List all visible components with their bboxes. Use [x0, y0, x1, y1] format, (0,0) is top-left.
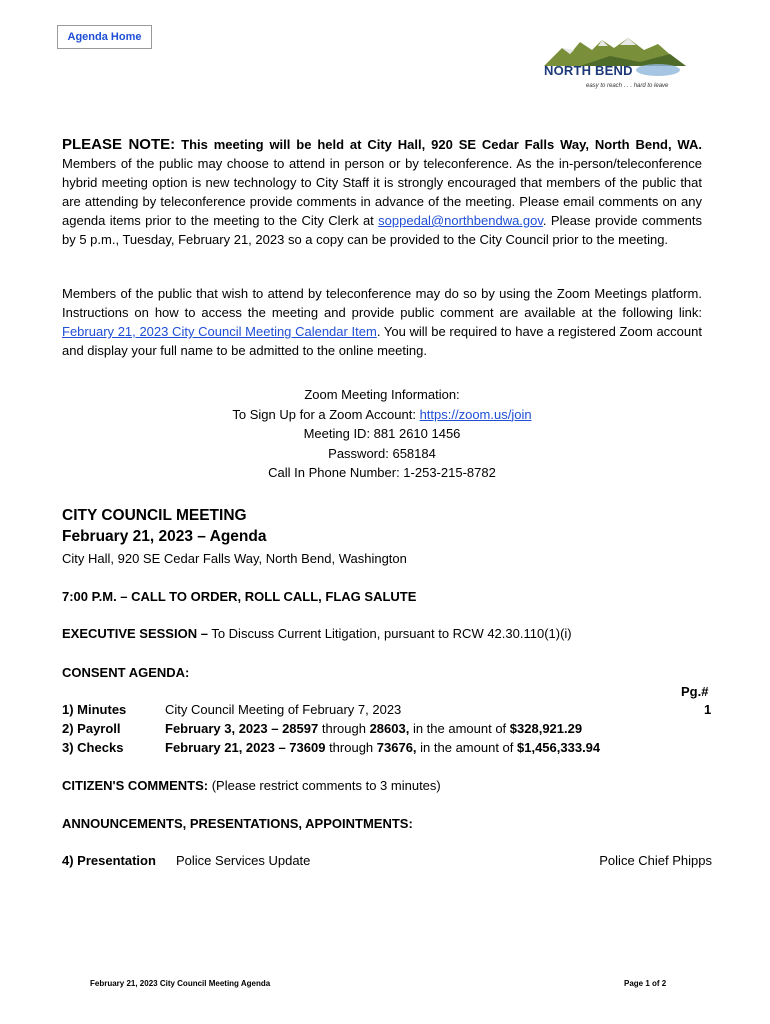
zoom-meeting-info	[62, 385, 702, 483]
payroll-range-end: 28603,	[369, 721, 410, 736]
footer-document-title: February 21, 2023 City Council Meeting Agenda	[90, 979, 271, 988]
north-bend-logo	[540, 36, 690, 102]
checks-through: through	[325, 740, 377, 755]
meeting-date-title: February 21, 2023 – Agenda	[62, 528, 267, 545]
citizens-comments	[62, 778, 441, 793]
zoom-signup-link[interactable]: https://zoom.us/join	[419, 406, 532, 422]
footer-page-number: Page 1 of 2	[624, 979, 667, 988]
presentation-title: Police Services Update	[176, 853, 311, 868]
zoom-instructions-text-2: . You will be required to have a registered Zoom account and display your full name to be admitted to the online meeting.	[62, 324, 702, 358]
logo-name: NORTH BEND	[544, 63, 633, 78]
consent-item-checks-desc	[165, 740, 600, 755]
call-to-order: 7:00 P.M. – CALL TO ORDER, ROLL CALL, FLAG SALUTE	[62, 589, 417, 604]
executive-session-text: To Discuss Current Litigation, pursuant to RCW 42.30.110(1)(i)	[211, 626, 572, 641]
payroll-through: through	[318, 721, 370, 736]
please-note-location: This meeting will be held at City Hall, 920 SE Cedar Falls Way, North Bend, WA.	[181, 137, 702, 152]
checks-amount: $1,456,333.94	[517, 740, 601, 755]
consent-item-checks	[62, 740, 123, 755]
consent-item-page: 1	[704, 702, 712, 717]
please-note-text: Members of the public may choose to attend in person or by teleconference. As the in-person/teleconference hybrid meeting option is new technology to City Staff it is strongly encouraged that members of the public that are attending by teleconference provide comments in advance of the meeting. Please email comments on any agenda items prior to the meeting to the City Clerk at	[62, 156, 702, 228]
payroll-amount: $328,921.29	[509, 721, 583, 736]
calendar-item-link[interactable]: February 21, 2023 City Council Meeting Calendar Item	[62, 324, 377, 339]
executive-session	[62, 626, 572, 641]
zoom-info-heading: Zoom Meeting Information:	[304, 387, 460, 402]
executive-session-label: EXECUTIVE SESSION –	[62, 626, 208, 641]
please-note-label: PLEASE NOTE:	[62, 136, 176, 153]
zoom-signup-line	[62, 405, 702, 425]
please-note-paragraph	[62, 135, 702, 249]
zoom-signup-label: To Sign Up for a Zoom Account:	[232, 406, 416, 422]
zoom-phone-number: Call In Phone Number: 1-253-215-8782	[268, 465, 496, 480]
agenda-home-button[interactable]: Agenda Home	[57, 25, 152, 49]
clerk-email-link[interactable]: soppedal@northbendwa.gov	[378, 213, 543, 228]
logo-tagline: easy to reach . . . hard to leave	[586, 83, 669, 89]
consent-item-payroll-desc	[165, 721, 582, 736]
please-note-text-2: . Please provide comments by 5 p.m., Tuesday, February 21, 2023 so a copy can be provided to the City Council prior to the meeting.	[62, 213, 702, 247]
consent-agenda-heading: CONSENT AGENDA:	[62, 665, 190, 680]
payroll-amount-label: in the amount of	[409, 721, 510, 736]
zoom-instructions-text: Members of the public that wish to attend by teleconference may do so by using the Zoom Meetings platform. Instructions on how to access the meeting and provide public comment are available at the following link:	[62, 286, 702, 320]
checks-amount-label: in the amount of	[416, 740, 517, 755]
meeting-title: CITY COUNCIL MEETING	[62, 507, 247, 524]
consent-item-payroll	[62, 721, 121, 736]
consent-item-minutes-desc: City Council Meeting of February 7, 2023	[165, 702, 402, 717]
presentation-label: 4) Presentation	[62, 853, 156, 868]
consent-item-label: 3) Checks	[62, 740, 124, 755]
citizens-comments-label: CITIZEN'S COMMENTS:	[62, 778, 209, 793]
zoom-meeting-id: Meeting ID: 881 2610 1456	[303, 426, 461, 441]
presenter-name: Police Chief Phipps	[599, 853, 712, 868]
checks-range-start: February 21, 2023 – 73609	[165, 740, 326, 755]
citizens-comments-text: (Please restrict comments to 3 minutes)	[211, 778, 441, 793]
checks-range-end: 73676,	[376, 740, 417, 755]
zoom-password: Password: 658184	[328, 445, 436, 461]
page-column-header: Pg.#	[681, 684, 709, 699]
consent-item-minutes	[62, 702, 126, 717]
meeting-location: City Hall, 920 SE Cedar Falls Way, North Bend, Washington	[62, 551, 407, 566]
announcements-heading: ANNOUNCEMENTS, PRESENTATIONS, APPOINTMENTS:	[62, 816, 413, 831]
consent-item-label: 2) Payroll	[62, 721, 121, 736]
payroll-range-start: February 3, 2023 – 28597	[165, 721, 319, 736]
consent-item-label: 1) Minutes	[62, 702, 127, 717]
zoom-instructions-paragraph	[62, 284, 702, 360]
